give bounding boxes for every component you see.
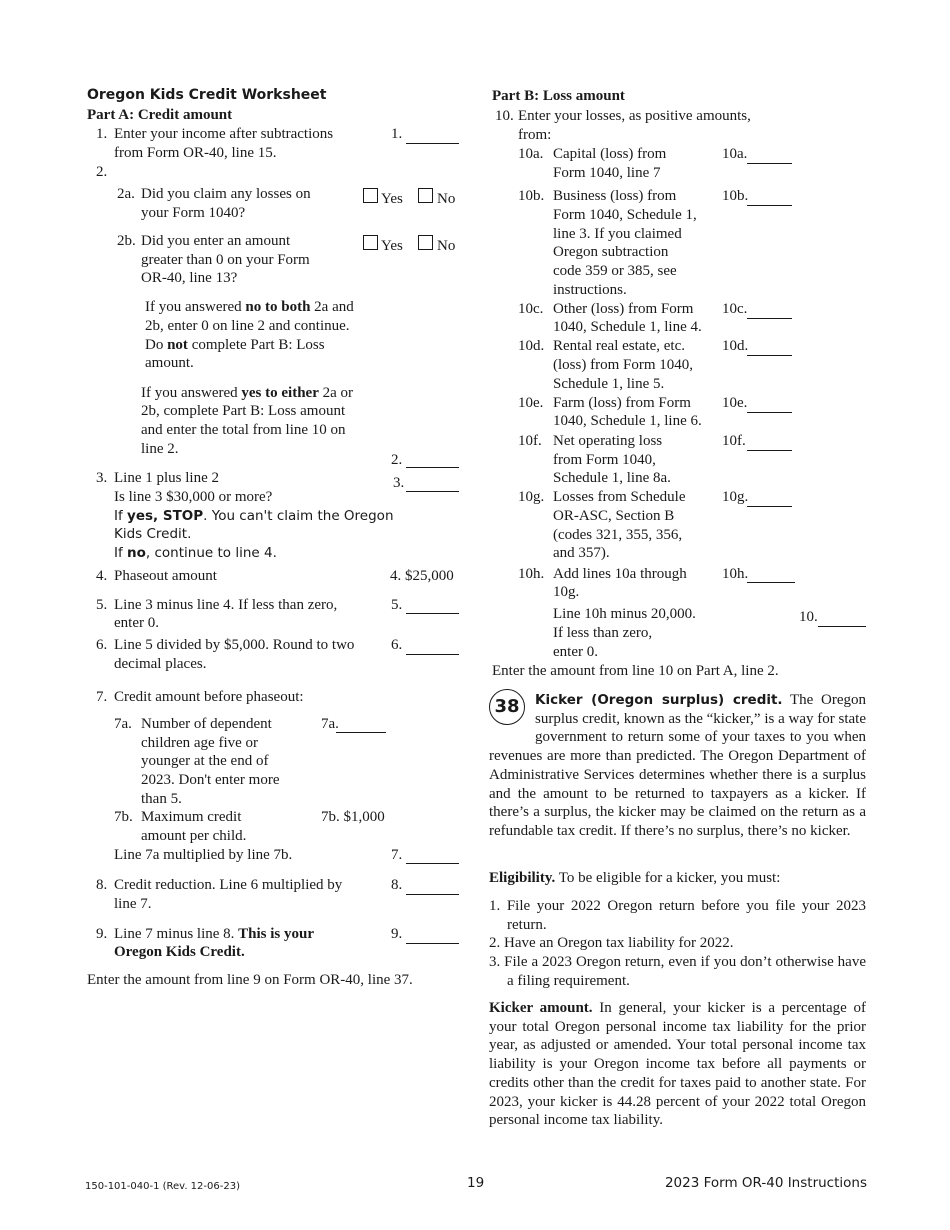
line-10f-text-2: from Form 1040, xyxy=(553,452,656,468)
line-4-number: 4. xyxy=(96,568,108,584)
line-2a-no-label: No xyxy=(437,191,456,207)
line-1-text: Enter your income after subtractions xyxy=(114,126,334,142)
line-4-text: Phaseout amount xyxy=(114,568,217,584)
line-10a-text-2: Form 1040, line 7 xyxy=(553,165,661,181)
page-number: 19 xyxy=(467,1175,485,1191)
line-8-number: 8. xyxy=(96,877,108,893)
note-no-line-1: If you answered no to both 2a and xyxy=(145,299,354,315)
line-10a-label: 10a. xyxy=(722,146,748,162)
line-10d-text-2: (loss) from Form 1040, xyxy=(553,357,693,373)
line-9-text-2: Oregon Kids Credit. xyxy=(114,944,245,960)
line-10h-input[interactable] xyxy=(747,582,795,583)
line-10g-text: Losses from Schedule xyxy=(553,489,686,505)
line-8-label: 8. xyxy=(391,877,403,893)
line-5-text: Line 3 minus line 4. If less than zero, xyxy=(114,597,338,613)
line-2b-number: 2b. xyxy=(117,233,136,249)
line-10b-text-4: Oregon subtraction xyxy=(553,244,669,260)
line-2a-text: Did you claim any losses on xyxy=(141,186,311,202)
line-10f-number: 10f. xyxy=(518,433,542,449)
line-3-question: Is line 3 $30,000 or more? xyxy=(114,489,273,505)
document-title: 2023 Form OR-40 Instructions xyxy=(664,1175,867,1191)
line-10g-input[interactable] xyxy=(747,506,792,507)
line-7-text: Credit amount before phaseout: xyxy=(114,689,304,705)
line-10b-label: 10b. xyxy=(722,188,749,204)
line-10e-number: 10e. xyxy=(518,395,544,411)
line-2b-no-checkbox[interactable] xyxy=(418,235,433,250)
line-10-total-text: Line 10h minus 20,000. xyxy=(553,606,696,622)
line-7a-text: Number of dependent xyxy=(141,716,272,732)
line-10c-label: 10c. xyxy=(722,301,748,317)
line-10g-label: 10g. xyxy=(722,489,749,505)
line-5-text-2: enter 0. xyxy=(114,615,159,631)
line-10b-text-6: instructions. xyxy=(553,282,627,298)
line-10f-input[interactable] xyxy=(747,450,792,451)
line-10b-number: 10b. xyxy=(518,188,545,204)
line-5-label: 5. xyxy=(391,597,403,613)
line-10d-label: 10d. xyxy=(722,338,749,354)
line-3-stop-note-2: Kids Credit. xyxy=(114,526,192,542)
line-8-text-2: line 7. xyxy=(114,896,152,912)
line-10-label: 10. xyxy=(799,609,818,625)
line-10d-input[interactable] xyxy=(747,355,792,356)
line-10h-label: 10h. xyxy=(722,566,749,582)
line-7-multiply-text: Line 7a multiplied by line 7b. xyxy=(114,847,293,863)
line-10e-text: Farm (loss) from Form xyxy=(553,395,691,411)
line-10c-number: 10c. xyxy=(518,301,544,317)
line-10e-text-2: 1040, Schedule 1, line 6. xyxy=(553,413,702,429)
line-6-number: 6. xyxy=(96,637,108,653)
line-3-text: Line 1 plus line 2 xyxy=(114,470,219,486)
line-1-text-2: from Form OR-40, line 15. xyxy=(114,145,277,161)
line-10-total-text-3: enter 0. xyxy=(553,644,598,660)
line-7a-number: 7a. xyxy=(114,716,132,732)
line-10h-text: Add lines 10a through xyxy=(553,566,687,582)
line-10c-text-2: 1040, Schedule 1, line 4. xyxy=(553,319,702,335)
note-no-line-3: Do not complete Part B: Loss xyxy=(145,337,325,353)
eligibility-item-3: 3. File a 2023 Oregon return, even if you don’t otherwise have a filing requirement. xyxy=(489,954,866,989)
line-2b-yes-label: Yes xyxy=(381,238,403,254)
part-a-footer-instruction: Enter the amount from line 9 on Form OR-40, line 37. xyxy=(87,972,413,988)
line-10c-input[interactable] xyxy=(747,318,792,319)
line-10a-number: 10a. xyxy=(518,146,544,162)
note-yes-line-3: and enter the total from line 10 on xyxy=(141,422,346,438)
line-7-label: 7. xyxy=(391,847,403,863)
kicker-eligibility: Eligibility. To be eligible for a kicker, you must: xyxy=(489,870,781,886)
line-2a-yes-label: Yes xyxy=(381,191,403,207)
line-10g-text-3: (codes 321, 355, 356, xyxy=(553,527,683,543)
line-10f-label: 10f. xyxy=(722,433,746,449)
line-9-label: 9. xyxy=(391,926,403,942)
note-no-line-2: 2b, enter 0 on line 2 and continue. xyxy=(145,318,350,334)
line-10g-number: 10g. xyxy=(518,489,545,505)
line-2-label: 2. xyxy=(391,452,403,468)
line-1-input[interactable] xyxy=(406,143,459,144)
line-10a-text: Capital (loss) from xyxy=(553,146,667,162)
note-yes-line-1: If you answered yes to either 2a or xyxy=(141,385,354,401)
line-7a-input[interactable] xyxy=(336,732,386,733)
line-10f-text: Net operating loss xyxy=(553,433,663,449)
line-7a-text-5: than 5. xyxy=(141,791,182,807)
line-10g-text-4: and 357). xyxy=(553,545,610,561)
line-7a-text-2: children age five or xyxy=(141,735,259,751)
line-7a-text-4: 2023. Don't enter more xyxy=(141,772,280,788)
eligibility-item-2: 2. Have an Oregon tax liability for 2022. xyxy=(489,935,734,952)
line-2a-no-checkbox[interactable] xyxy=(418,188,433,203)
line-10-text-2: from: xyxy=(518,127,552,143)
line-5-number: 5. xyxy=(96,597,108,613)
line-10-input[interactable] xyxy=(818,626,866,627)
line-6-label: 6. xyxy=(391,637,403,653)
line-2-number: 2. xyxy=(96,164,108,180)
line-7a-text-3: younger at the end of xyxy=(141,753,269,769)
line-9-text: Line 7 minus line 8. This is your xyxy=(114,926,315,942)
line-2a-number: 2a. xyxy=(117,186,135,202)
line-10b-text-2: Form 1040, Schedule 1, xyxy=(553,207,697,223)
line-2b-text-3: OR-40, line 13? xyxy=(141,270,238,286)
eligibility-item-1: 1. File your 2022 Oregon return before you file your 2023 return. xyxy=(489,898,866,933)
line-7-input[interactable] xyxy=(406,863,459,864)
line-10e-label: 10e. xyxy=(722,395,748,411)
line-10b-text: Business (loss) from xyxy=(553,188,677,204)
form-code: 150-101-040-1 (Rev. 12-06-23) xyxy=(85,1181,240,1192)
line-7-number: 7. xyxy=(96,689,108,705)
line-10-number: 10. xyxy=(495,108,514,124)
part-b-footer-instruction: Enter the amount from line 10 on Part A, line 2. xyxy=(492,663,779,679)
line-10g-text-2: OR-ASC, Section B xyxy=(553,508,675,524)
line-10-text: Enter your losses, as positive amounts, xyxy=(518,108,751,124)
line-5-input[interactable] xyxy=(406,613,459,614)
section-number: 38 xyxy=(494,696,520,717)
line-1-number: 1. xyxy=(96,126,108,142)
note-yes-line-4: line 2. xyxy=(141,441,179,457)
line-2b-text-2: greater than 0 on your Form xyxy=(141,252,310,268)
kicker-intro xyxy=(489,691,866,841)
line-6-text: Line 5 divided by $5,000. Round to two xyxy=(114,637,355,653)
kicker-title: Kicker (Oregon surplus) credit. xyxy=(535,692,783,708)
line-10f-text-3: Schedule 1, line 8a. xyxy=(553,470,671,486)
line-10h-number: 10h. xyxy=(518,566,545,582)
line-3-label: 3. xyxy=(393,475,405,491)
line-9-input[interactable] xyxy=(406,943,459,944)
kicker-intro-text: The Oregon surplus credit, known as the “kicker,” is a way for state government to return some of your taxes to you when revenues are more than predicted. The Oregon Department of Administrative Services determines whether there is a surplus and the amount to be returned to taxpayers as a kicker. If there’s a surplus, the kicker may be claimed on the return as a refundable tax credit. If there’s no surplus, there’s no kicker. xyxy=(489,692,866,839)
line-7b-text: Maximum credit xyxy=(141,809,242,825)
line-7b-value: 7b. $1,000 xyxy=(321,809,385,825)
line-10a-input[interactable] xyxy=(747,163,792,164)
line-10e-input[interactable] xyxy=(747,412,792,413)
line-10d-number: 10d. xyxy=(518,338,545,354)
line-10d-text-3: Schedule 1, line 5. xyxy=(553,376,665,392)
line-2-input[interactable] xyxy=(406,467,459,468)
line-1-label: 1. xyxy=(391,126,403,142)
line-7b-number: 7b. xyxy=(114,809,133,825)
line-3-continue-note: If no, continue to line 4. xyxy=(114,545,277,561)
line-7a-label: 7a. xyxy=(321,716,339,732)
line-6-text-2: decimal places. xyxy=(114,656,207,672)
line-3-number: 3. xyxy=(96,470,108,486)
line-10d-text: Rental real estate, etc. xyxy=(553,338,686,354)
line-2b-no-label: No xyxy=(437,238,456,254)
worksheet-title: Oregon Kids Credit Worksheet xyxy=(87,87,327,103)
line-10b-text-5: code 359 or 385, see xyxy=(553,263,677,279)
line-3-stop-note: If yes, STOP. You can't claim the Oregon xyxy=(114,508,394,524)
line-8-text: Credit reduction. Line 6 multiplied by xyxy=(114,877,343,893)
line-2a-text-2: your Form 1040? xyxy=(141,205,246,221)
line-8-input[interactable] xyxy=(406,894,459,895)
note-yes-line-2: 2b, complete Part B: Loss amount xyxy=(141,403,346,419)
line-10h-text-2: 10g. xyxy=(553,584,580,600)
line-4-value: 4. $25,000 xyxy=(390,568,454,584)
line-2b-text: Did you enter an amount xyxy=(141,233,291,249)
eligibility-list xyxy=(489,897,866,991)
line-7b-text-2: amount per child. xyxy=(141,828,247,844)
line-2b-yes-checkbox[interactable] xyxy=(363,235,378,250)
line-10b-text-3: line 3. If you claimed xyxy=(553,226,682,242)
line-10-total-text-2: If less than zero, xyxy=(553,625,653,641)
line-3-input[interactable] xyxy=(406,491,459,492)
line-10c-text: Other (loss) from Form xyxy=(553,301,694,317)
line-10b-input[interactable] xyxy=(747,205,792,206)
part-a-heading: Part A: Credit amount xyxy=(87,107,233,123)
line-6-input[interactable] xyxy=(406,654,459,655)
line-9-number: 9. xyxy=(96,926,108,942)
part-b-heading: Part B: Loss amount xyxy=(492,88,625,104)
kicker-amount: Kicker amount. In general, your kicker is a percentage of your total Oregon personal income tax liability for the prior year, as adjusted or amended. Your total personal income tax liability is your Oregon income tax before all payments or credits other than the credit for taxes paid to another state. For 2023, your kicker is 44.28 percent of your 2022 total Oregon personal income tax liability. xyxy=(489,1000,866,1129)
note-no-line-4: amount. xyxy=(145,355,194,371)
line-2a-yes-checkbox[interactable] xyxy=(363,188,378,203)
